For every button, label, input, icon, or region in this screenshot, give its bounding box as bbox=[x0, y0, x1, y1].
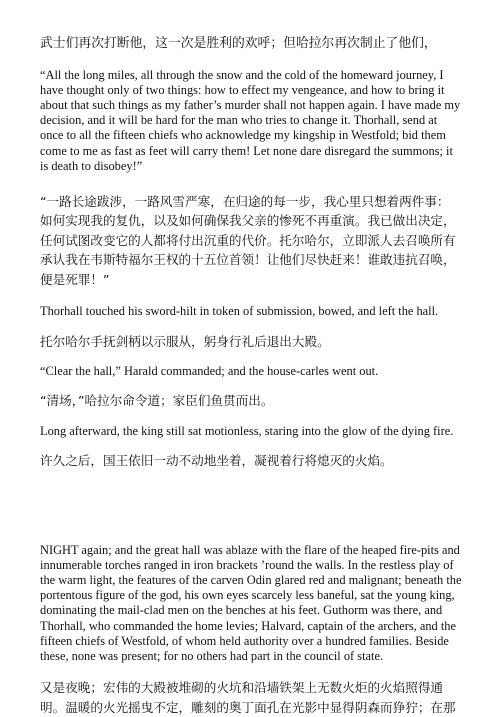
paragraph-en-4: Long afterward, the king still sat motionless, staring into the glow of the dying fire. bbox=[40, 423, 454, 438]
paragraph-zh-2: “一路长途跋涉，一路风雪严寒，在归途的每一步，我心里只想着两件事：如何实现我的复仇，以及如何确保我父亲的惨死不再重演。我已做出决定，任何试图改变它的人都将付出沉重的代价。托尔哈尔，立即派人去召唤所有承认我在韦斯特福尔王权的十五位首领！让他们尽快赶来！谁敢违抗召唤，便是死罪！” bbox=[40, 193, 456, 287]
paragraph-zh-4: “清场，”哈拉尔命令道；家臣们鱼贯而出。 bbox=[40, 393, 274, 409]
paragraph-zh-3: 托尔哈尔手抚剑柄以示服从，躬身行礼后退出大殿。 bbox=[40, 333, 330, 349]
paragraph-en-2: Thorhall touched his sword-hilt in token of submission, bowed, and left the hall. bbox=[40, 304, 439, 319]
paragraph-zh-1: 武士们再次打断他，这一次是胜利的欢呼；但哈拉尔再次制止了他们， bbox=[40, 36, 437, 51]
paragraph-zh-5: 许久之后，国王依旧一动不动地坐着，凝视着行将熄灭的火焰。 bbox=[40, 453, 393, 469]
paragraph-en-1: “All the long miles, all through the snow and the cold of the homeward journey, I have thought only of two things: how to effect my vengeance, and how to bring it about that such things as my father’s murder shall not happen again. I have made my decision, and it will be hard for the man who tries to change it. Thorhall, send at once to all the fifteen chiefs who acknowledge my kingship in Westfold; bid them come to me as fast as feet will carry them! Let none dare disregard the summons; it is death to disobey!” bbox=[40, 67, 461, 173]
paragraph-zh-6: 又是夜晚；宏伟的大殿被堆砌的火坑和沿墙铁架上无数火炬的火焰照得通明。温暖的火光摇曳不定，雕刻的奥丁面孔在光影中显得阴森而狰狞；在那 bbox=[40, 680, 456, 715]
paragraph-en-5: NIGHT again; and the great hall was ablaze with the flare of the heaped fire-pits and innumerable torches ranged in iron brackets ’round the walls. In the restless play of the warm light, the features of the carven Odin glared red and malignant; beneath the portentous figure of the god, his own eyes scarcely less baneful, sat the young king, dominating the mail-clad men on the benches at his feet. Guthorm was there, and Thorhall, who commanded the home levies; Halvard, captain of the archers, and the fifteen chiefs of Westfold, of whom held authority over a hundred families. Beside these, none was present; for no others had part in the council of state. bbox=[40, 542, 462, 663]
paragraph-en-3: “Clear the hall,” Harald commanded; and the house-carles went out. bbox=[40, 364, 379, 379]
document-page bbox=[40, 34, 462, 717]
